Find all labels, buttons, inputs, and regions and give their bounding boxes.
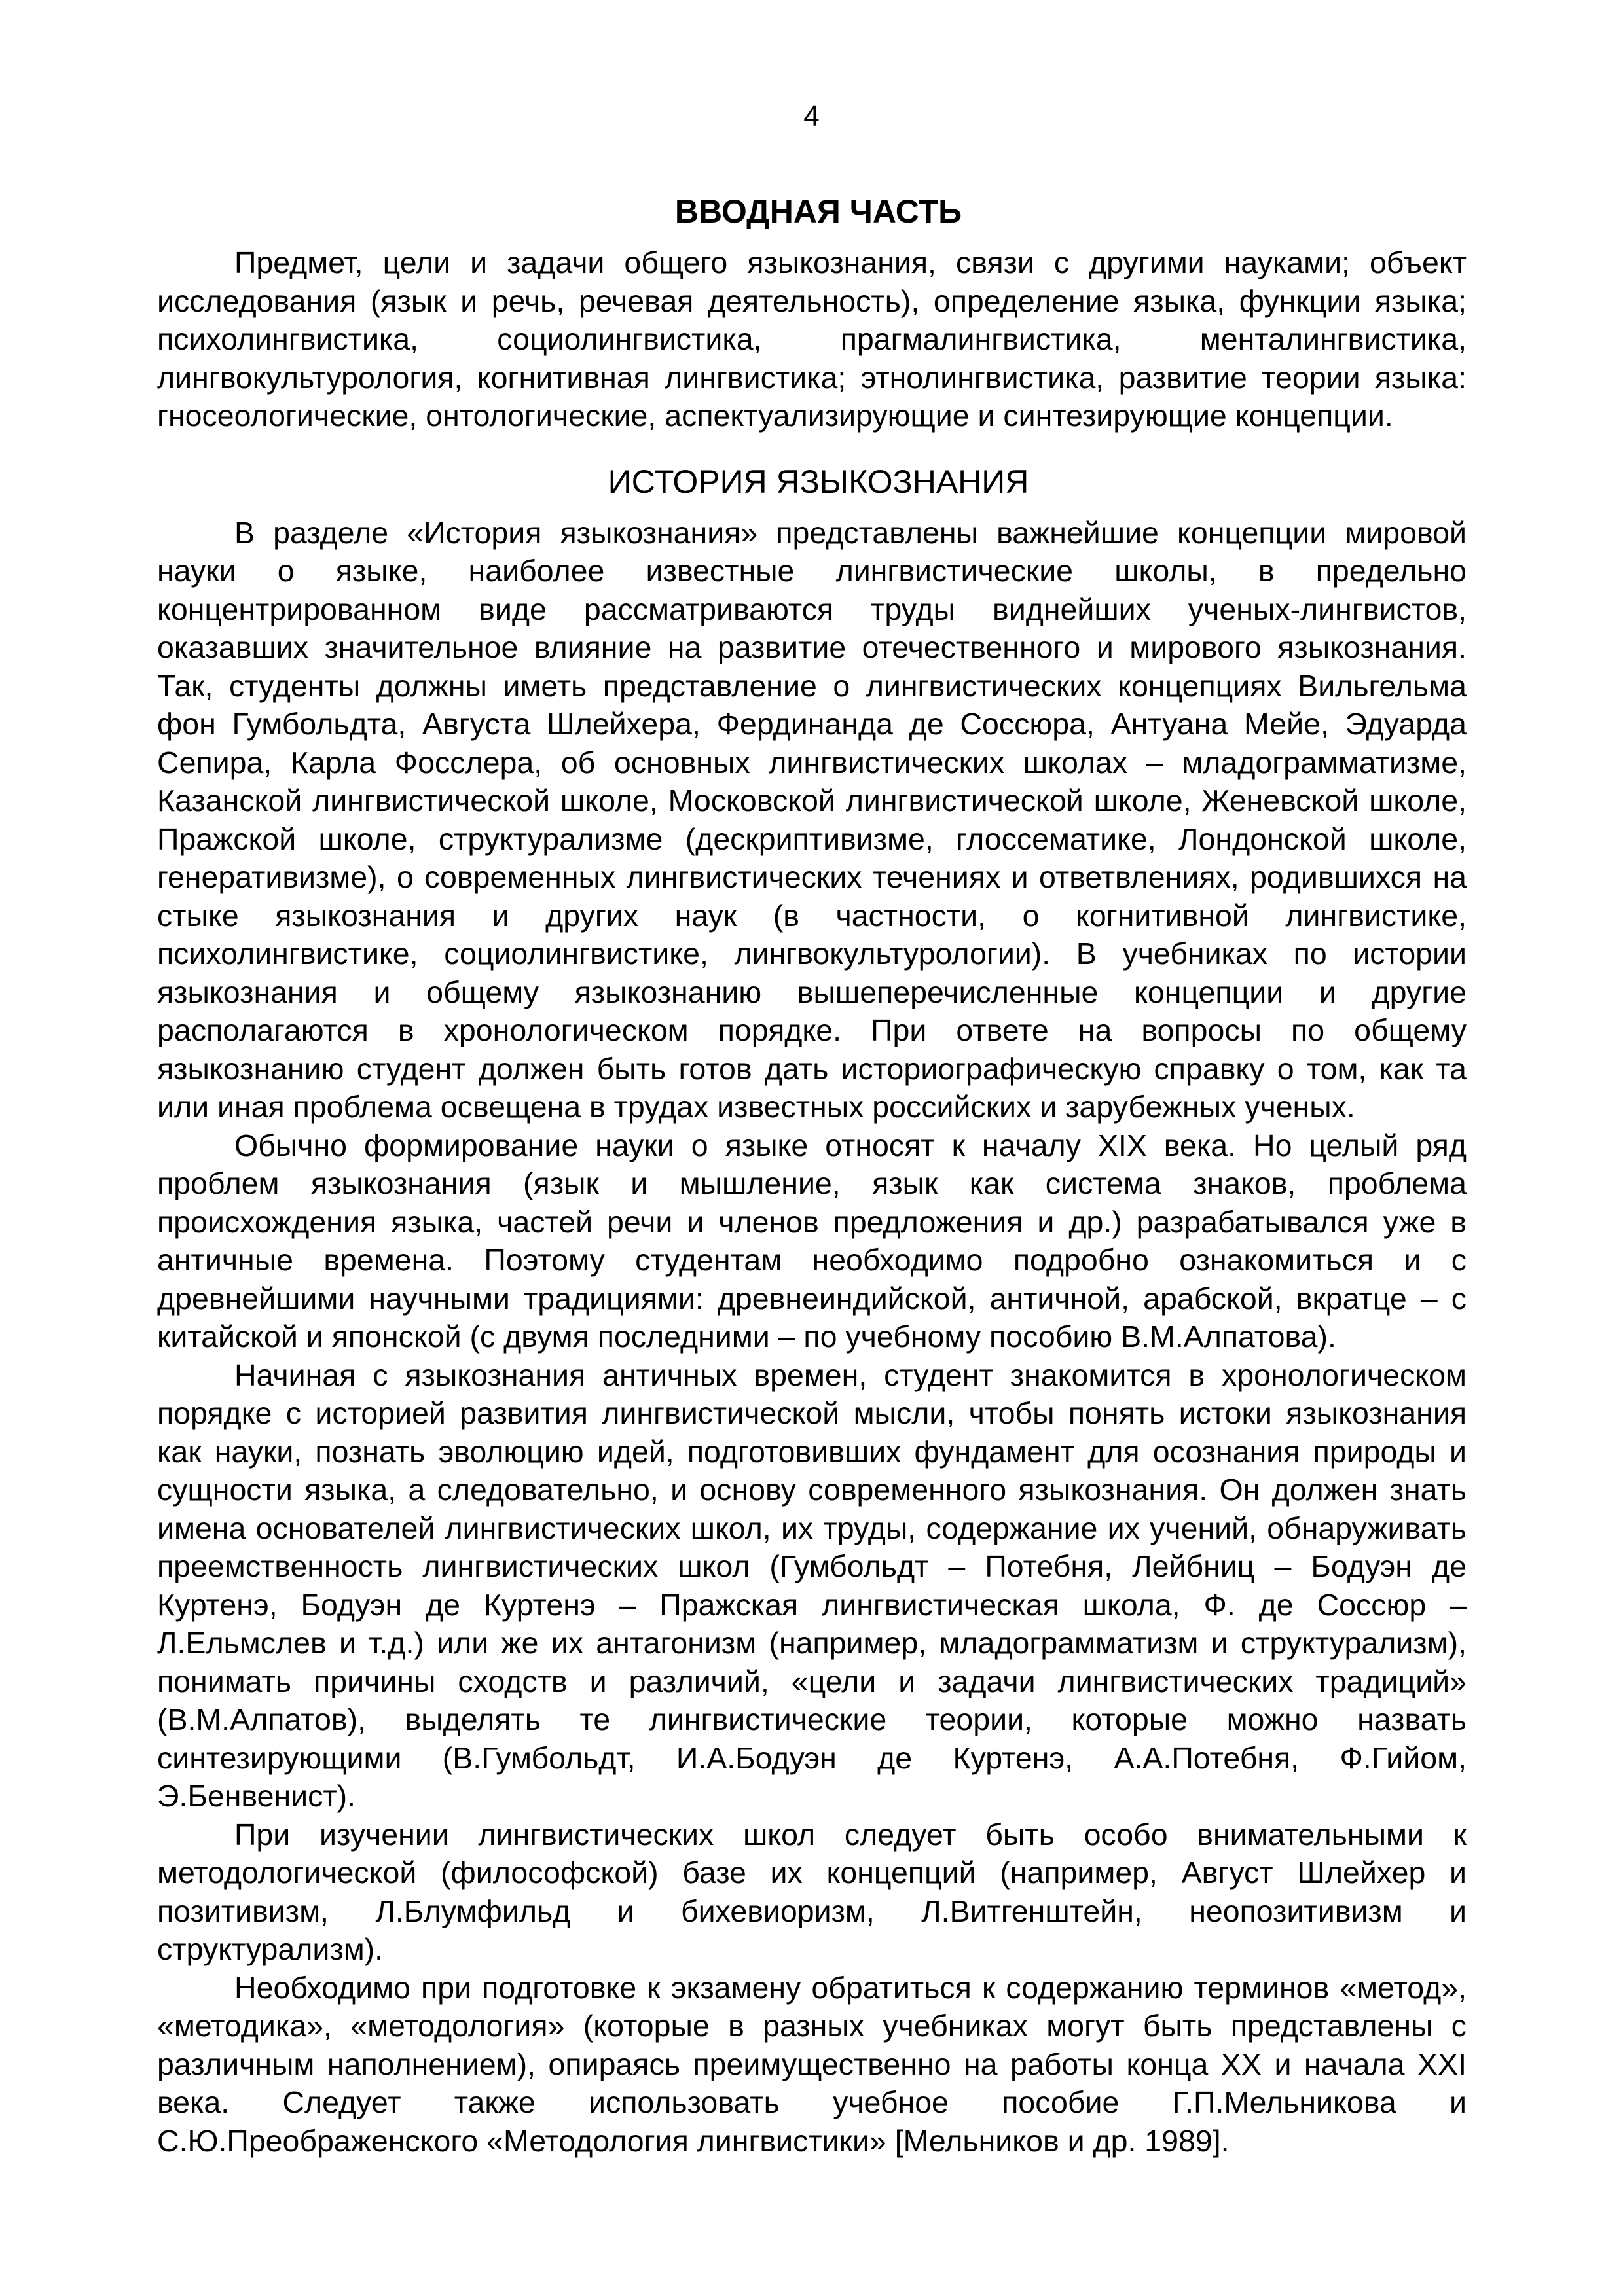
history-paragraph-5: Необходимо при подготовке к экзамену обратиться к содержанию терминов «метод», «методика», «методология» (которые в разных учебниках могут быть представлены с различным наполнением), опираясь преимущественно на работы конца XX и начала XXI века. Следует также использовать учебное пособие Г.П.Мельникова и С.Ю.Преображенского «Методология лингвистики» [Мельников и др. 1989]. [157, 1970, 1467, 2158]
page-content [157, 190, 1467, 2160]
intro-heading: ВВОДНАЯ ЧАСТЬ [674, 193, 962, 230]
history-paragraph-3: Начиная с языкознания античных времен, студент знакомится в хронологическом порядке с историей развития лингвистической мысли, чтобы понять истоки языкознания как науки, познать эволюцию идей, подготовивших фундамент для осознания природы и сущности языка, а следовательно, и основу современного языкознания. Он должен знать имена основателей лингвистических школ, их труды, содержание их учений, обнаруживать преемственность лингвистических школ (Гумбольдт – Потебня, Лейбниц – Бодуэн де Куртенэ, Бодуэн де Куртенэ – Пражская лингвистическая школа, Ф. де Соссюр – Л.Ельмслев и т.д.) или же их антагонизм (например, младограмматизм и структурализм), понимать причины сходств и различий, «цели и задачи лингвистических традиций» (В.М.Алпатов), выделять те лингвистические теории, которые можно назвать синтезирующими (В.Гумбольдт, И.А.Бодуэн де Куртенэ, А.А.Потебня, Ф.Гийом, Э.Бенвенист). [157, 1357, 1467, 1813]
intro-paragraph: Предмет, цели и задачи общего языкознания, связи с другими науками; объект исследования (язык и речь, речевая деятельность), определение языка, функции языка; психолингвистика, социолингвистика, прагмалингвистика, менталингвистика, лингвокультурология, когнитивная лингвистика; этнолингвистика, развитие теории языка: гносеологические, онтологические, аспектуализирующие и синтезирующие концепции. [157, 245, 1467, 433]
history-section [157, 460, 1467, 2161]
history-paragraph-4: При изучении лингвистических школ следует быть особо внимательными к методологической (философской) базе их концепций (например, Август Шлейхер и позитивизм, Л.Блумфильд и бихевиоризм, Л.Витгенштейн, неопозитивизм и структурализм). [157, 1817, 1467, 1966]
history-paragraph-2: Обычно формирование науки о языке относят к началу XIX века. Но целый ряд проблем языкознания (язык и мышление, язык как система знаков, проблема происхождения языка, частей речи и членов предложения и др.) разрабатывался уже в античные времена. Поэтому студентам необходимо подробно ознакомиться и с древнейшими научными традициями: древнеиндийской, античной, арабской, вкратце – с китайской и японской (с двумя последними – по учебному пособию В.М.Алпатова). [157, 1128, 1467, 1354]
intro-section [157, 190, 1467, 435]
history-paragraph-1: В разделе «История языкознания» представлены важнейшие концепции мировой науки о языке, наиболее известные лингвистические школы, в предельно концентрированном виде рассматриваются труды виднейших ученых-лингвистов, оказавших значительное влияние на развитие отечественного и мирового языкознания. Так, студенты должны иметь представление о лингвистических концепциях Вильгельма фон Гумбольдта, Августа Шлейхера, Фердинанда де Соссюра, Антуана Мейе, Эдуарда Сепира, Карла Фосслера, об основных лингвистических школах – младограмматизме, Казанской лингвистической школе, Московской лингвистической школе, Женевской школе, Пражской школе, структурализме (дескриптивизме, глоссематике, Лондонской школе, генеративизме), о современных лингвистических течениях и ответвлениях, родившихся на стыке языкознания и других наук (в частности, о когнитивной лингвистике, психолингвистике, социолингвистике, лингвокультурологии). В учебниках по истории языкознания и общему языкознанию вышеперечисленные концепции и другие располагаются в хронологическом порядке. При ответе на вопросы по общему языкознанию студент должен быть готов дать историографическую справку о том, как та или иная проблема освещена в трудах известных российских и зарубежных ученых. [157, 515, 1467, 1124]
page-number: 4 [803, 100, 820, 132]
history-heading: ИСТОРИЯ ЯЗЫКОЗНАНИЯ [608, 463, 1029, 500]
